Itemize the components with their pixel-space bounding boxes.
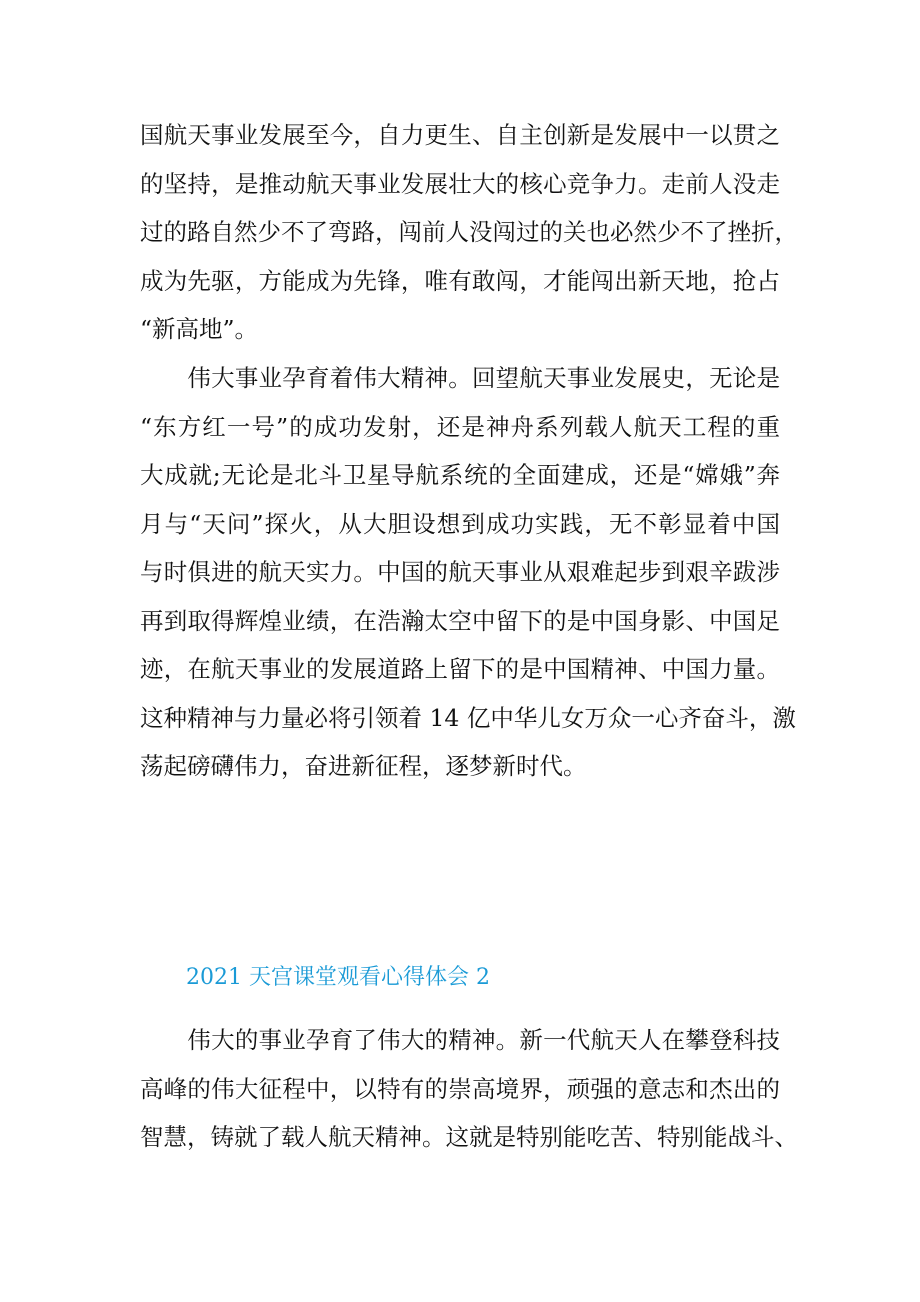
section-heading: 2021 天宫课堂观看心得体会 2 xyxy=(186,965,490,990)
paragraph3-line: 智慧，铸就了载人航天精神。这就是特别能吃苦、特别能战斗、 xyxy=(140,1123,798,1151)
paragraph2-line: 迹，在航天事业的发展道路上留下的是中国精神、中国力量。 xyxy=(140,655,780,683)
paragraph2-line: 荡起磅礴伟力，奋进新征程，逐梦新时代。 xyxy=(140,752,587,780)
paragraph2-line: 这种精神与力量必将引领着 14 亿中华儿女万众一心齐奋斗，激 xyxy=(140,703,796,732)
paragraph1-line: 过的路自然少不了弯路，闯前人没闯过的关也必然少不了挫折， xyxy=(140,218,798,246)
paragraph2-line: 大成就;无论是北斗卫星导航系统的全面建成，还是“嫦娥”奔 xyxy=(140,461,780,489)
paragraph1-line: “新高地”。 xyxy=(140,315,259,343)
paragraph1-line: 成为先驱，方能成为先锋，唯有敢闯，才能闯出新天地，抢占 xyxy=(140,266,780,295)
paragraph3-line: 高峰的伟大征程中，以特有的崇高境界，顽强的意志和杰出的 xyxy=(140,1074,780,1103)
paragraph2-line: 与时俱进的航天实力。中国的航天事业从艰难起步到艰辛跋涉 xyxy=(140,558,780,586)
paragraph3-line: 伟大的事业孕育了伟大的精神。新一代航天人在攀登科技 xyxy=(140,1026,780,1054)
paragraph2-line: 再到取得辉煌业绩，在浩瀚太空中留下的是中国身影、中国足 xyxy=(140,606,780,635)
paragraph2-line: “东方红一号”的成功发射，还是神舟系列载人航天工程的重 xyxy=(140,412,780,441)
paragraph2-line: 月与“天问”探火，从大胆设想到成功实践，无不彰显着中国 xyxy=(140,509,780,538)
paragraph2-line: 伟大事业孕育着伟大精神。回望航天事业发展史，无论是 xyxy=(140,364,780,392)
paragraph1-line: 国航天事业发展至今，自力更生、自主创新是发展中一以贯之 xyxy=(140,121,780,149)
paragraph1-line: 的坚持，是推动航天事业发展壮大的核心竞争力。走前人没走 xyxy=(140,169,780,198)
